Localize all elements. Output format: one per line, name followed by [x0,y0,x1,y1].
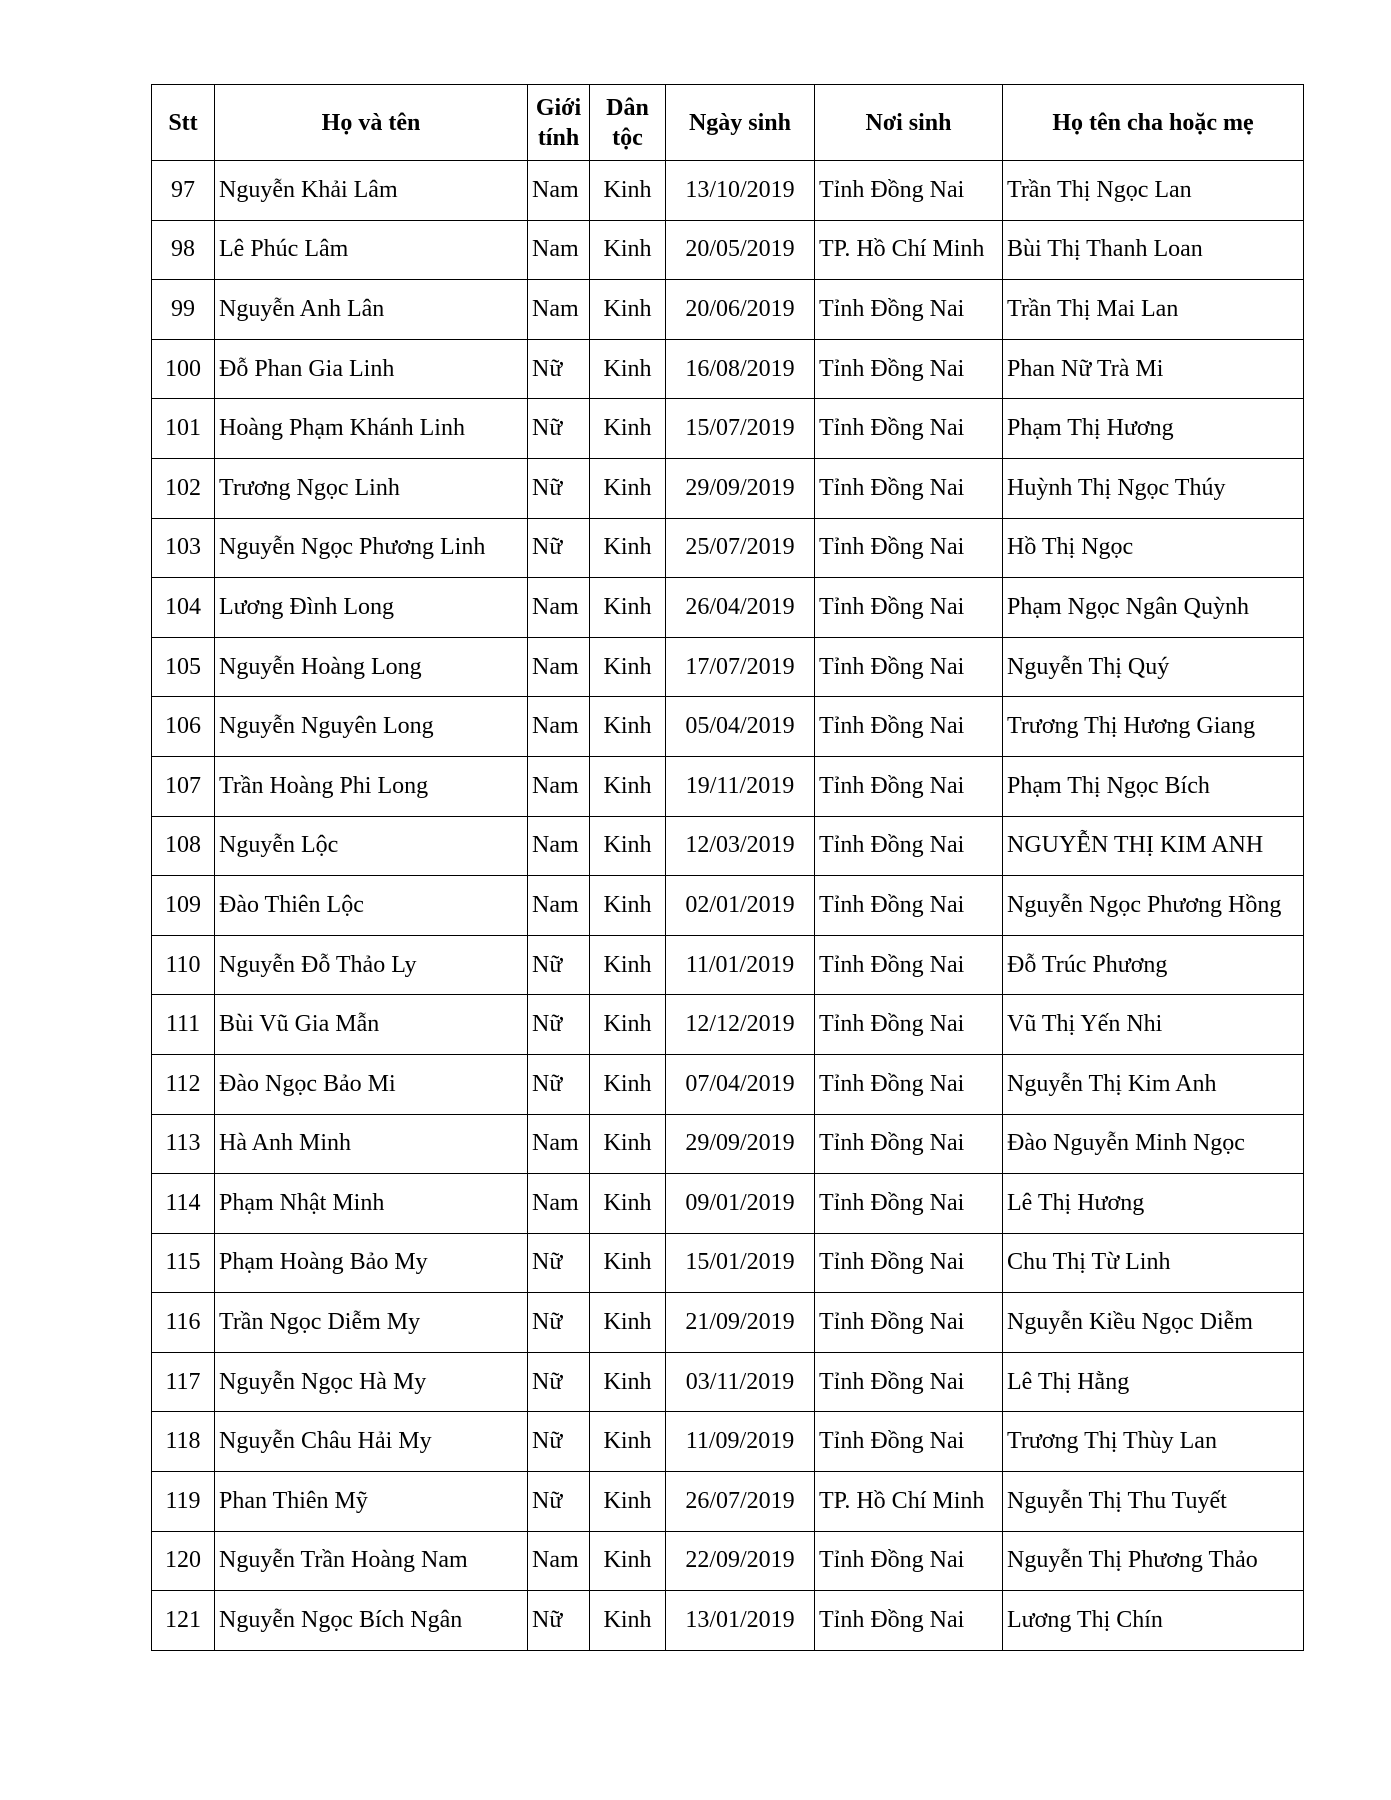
stt-cell: 100 [152,339,215,399]
stt-cell: 99 [152,280,215,340]
parent-cell: Phạm Ngọc Ngân Quỳnh [1003,578,1304,638]
table-row [152,1114,1304,1174]
ethnicity-cell: Kinh [590,697,666,757]
stt-cell: 121 [152,1591,215,1651]
birthplace-cell: Tỉnh Đồng Nai [815,1174,1003,1234]
dob-cell: 03/11/2019 [666,1352,815,1412]
header-parent: Họ tên cha hoặc mẹ [1003,85,1304,161]
gender-cell: Nữ [528,1352,590,1412]
gender-cell: Nữ [528,1472,590,1532]
ethnicity-cell: Kinh [590,1531,666,1591]
stt-cell: 112 [152,1054,215,1114]
stt-cell: 117 [152,1352,215,1412]
table-row [152,220,1304,280]
dob-cell: 12/03/2019 [666,816,815,876]
name-cell: Phạm Nhật Minh [215,1174,528,1234]
name-cell: Phan Thiên Mỹ [215,1472,528,1532]
table-row [152,518,1304,578]
header-ethnicity-line2: tộc [612,124,643,151]
parent-cell: Vũ Thị Yến Nhi [1003,995,1304,1055]
name-cell: Nguyễn Châu Hải My [215,1412,528,1472]
stt-cell: 97 [152,161,215,221]
stt-cell: 109 [152,876,215,936]
name-cell: Đào Ngọc Bảo Mi [215,1054,528,1114]
header-ethnicity-line1: Dân [606,94,649,121]
gender-cell: Nữ [528,935,590,995]
stt-cell: 114 [152,1174,215,1234]
table-row [152,1174,1304,1234]
birthplace-cell: Tỉnh Đồng Nai [815,1054,1003,1114]
ethnicity-cell: Kinh [590,1412,666,1472]
parent-cell: Trần Thị Mai Lan [1003,280,1304,340]
dob-cell: 21/09/2019 [666,1293,815,1353]
ethnicity-cell: Kinh [590,1352,666,1412]
parent-cell: Trần Thị Ngọc Lan [1003,161,1304,221]
ethnicity-cell: Kinh [590,816,666,876]
birthplace-cell: Tỉnh Đồng Nai [815,339,1003,399]
header-dob: Ngày sinh [666,85,815,161]
gender-cell: Nam [528,280,590,340]
name-cell: Nguyễn Ngọc Bích Ngân [215,1591,528,1651]
dob-cell: 12/12/2019 [666,995,815,1055]
table-row [152,578,1304,638]
dob-cell: 09/01/2019 [666,1174,815,1234]
birthplace-cell: Tỉnh Đồng Nai [815,1352,1003,1412]
parent-cell: Bùi Thị Thanh Loan [1003,220,1304,280]
stt-cell: 105 [152,637,215,697]
stt-cell: 111 [152,995,215,1055]
name-cell: Nguyễn Đỗ Thảo Ly [215,935,528,995]
gender-cell: Nam [528,697,590,757]
birthplace-cell: Tỉnh Đồng Nai [815,578,1003,638]
name-cell: Trương Ngọc Linh [215,458,528,518]
parent-cell: Nguyễn Thị Kim Anh [1003,1054,1304,1114]
table-row [152,1531,1304,1591]
name-cell: Đào Thiên Lộc [215,876,528,936]
dob-cell: 15/07/2019 [666,399,815,459]
table-row [152,1233,1304,1293]
parent-cell: NGUYỄN THỊ KIM ANH [1003,816,1304,876]
name-cell: Nguyễn Ngọc Hà My [215,1352,528,1412]
ethnicity-cell: Kinh [590,280,666,340]
stt-cell: 110 [152,935,215,995]
table-row [152,1293,1304,1353]
name-cell: Trần Ngọc Diễm My [215,1293,528,1353]
header-gender-line2: tính [537,124,580,151]
name-cell: Hà Anh Minh [215,1114,528,1174]
ethnicity-cell: Kinh [590,1472,666,1532]
name-cell: Nguyễn Trần Hoàng Nam [215,1531,528,1591]
dob-cell: 02/01/2019 [666,876,815,936]
gender-cell: Nam [528,220,590,280]
table-row [152,280,1304,340]
table-row [152,161,1304,221]
table-row [152,1412,1304,1472]
ethnicity-cell: Kinh [590,995,666,1055]
birthplace-cell: Tỉnh Đồng Nai [815,995,1003,1055]
name-cell: Phạm Hoàng Bảo My [215,1233,528,1293]
table-row [152,339,1304,399]
ethnicity-cell: Kinh [590,161,666,221]
dob-cell: 19/11/2019 [666,756,815,816]
ethnicity-cell: Kinh [590,458,666,518]
table-row [152,637,1304,697]
dob-cell: 20/06/2019 [666,280,815,340]
dob-cell: 17/07/2019 [666,637,815,697]
birthplace-cell: Tỉnh Đồng Nai [815,697,1003,757]
stt-cell: 115 [152,1233,215,1293]
dob-cell: 05/04/2019 [666,697,815,757]
parent-cell: Lê Thị Hương [1003,1174,1304,1234]
birthplace-cell: Tỉnh Đồng Nai [815,161,1003,221]
parent-cell: Nguyễn Ngọc Phương Hồng [1003,876,1304,936]
ethnicity-cell: Kinh [590,339,666,399]
birthplace-cell: Tỉnh Đồng Nai [815,816,1003,876]
parent-cell: Hồ Thị Ngọc [1003,518,1304,578]
stt-cell: 120 [152,1531,215,1591]
table-row [152,697,1304,757]
name-cell: Nguyễn Ngọc Phương Linh [215,518,528,578]
parent-cell: Nguyễn Thị Phương Thảo [1003,1531,1304,1591]
header-row [152,85,1304,161]
stt-cell: 118 [152,1412,215,1472]
stt-cell: 104 [152,578,215,638]
birthplace-cell: Tỉnh Đồng Nai [815,280,1003,340]
header-name: Họ và tên [215,85,528,161]
birthplace-cell: Tỉnh Đồng Nai [815,935,1003,995]
gender-cell: Nữ [528,399,590,459]
ethnicity-cell: Kinh [590,637,666,697]
birthplace-cell: Tỉnh Đồng Nai [815,756,1003,816]
name-cell: Lê Phúc Lâm [215,220,528,280]
stt-cell: 106 [152,697,215,757]
table-body [152,161,1304,1651]
dob-cell: 11/09/2019 [666,1412,815,1472]
ethnicity-cell: Kinh [590,518,666,578]
stt-cell: 113 [152,1114,215,1174]
birthplace-cell: TP. Hồ Chí Minh [815,220,1003,280]
table-row [152,1054,1304,1114]
birthplace-cell: Tỉnh Đồng Nai [815,1531,1003,1591]
name-cell: Hoàng Phạm Khánh Linh [215,399,528,459]
birthplace-cell: TP. Hồ Chí Minh [815,1472,1003,1532]
birthplace-cell: Tỉnh Đồng Nai [815,1233,1003,1293]
gender-cell: Nữ [528,458,590,518]
dob-cell: 20/05/2019 [666,220,815,280]
gender-cell: Nam [528,876,590,936]
stt-cell: 107 [152,756,215,816]
header-birthplace: Nơi sinh [815,85,1003,161]
ethnicity-cell: Kinh [590,1054,666,1114]
dob-cell: 22/09/2019 [666,1531,815,1591]
ethnicity-cell: Kinh [590,1233,666,1293]
table-row [152,935,1304,995]
parent-cell: Đào Nguyễn Minh Ngọc [1003,1114,1304,1174]
dob-cell: 29/09/2019 [666,1114,815,1174]
ethnicity-cell: Kinh [590,876,666,936]
dob-cell: 13/01/2019 [666,1591,815,1651]
name-cell: Nguyễn Lộc [215,816,528,876]
parent-cell: Chu Thị Từ Linh [1003,1233,1304,1293]
parent-cell: Phan Nữ Trà Mi [1003,339,1304,399]
name-cell: Nguyễn Khải Lâm [215,161,528,221]
dob-cell: 15/01/2019 [666,1233,815,1293]
dob-cell: 07/04/2019 [666,1054,815,1114]
parent-cell: Trương Thị Hương Giang [1003,697,1304,757]
birthplace-cell: Tỉnh Đồng Nai [815,1114,1003,1174]
gender-cell: Nữ [528,339,590,399]
stt-cell: 101 [152,399,215,459]
ethnicity-cell: Kinh [590,1591,666,1651]
birthplace-cell: Tỉnh Đồng Nai [815,876,1003,936]
parent-cell: Phạm Thị Hương [1003,399,1304,459]
birthplace-cell: Tỉnh Đồng Nai [815,518,1003,578]
table-row [152,816,1304,876]
stt-cell: 116 [152,1293,215,1353]
ethnicity-cell: Kinh [590,756,666,816]
table-row [152,1352,1304,1412]
table-row [152,458,1304,518]
ethnicity-cell: Kinh [590,1174,666,1234]
gender-cell: Nam [528,578,590,638]
student-table [151,84,1304,1651]
stt-cell: 98 [152,220,215,280]
header-stt: Stt [152,85,215,161]
table-row [152,1472,1304,1532]
parent-cell: Đỗ Trúc Phương [1003,935,1304,995]
name-cell: Nguyễn Nguyên Long [215,697,528,757]
header-ethnicity [590,85,666,161]
birthplace-cell: Tỉnh Đồng Nai [815,637,1003,697]
dob-cell: 16/08/2019 [666,339,815,399]
stt-cell: 119 [152,1472,215,1532]
table-row [152,1591,1304,1651]
table-row [152,995,1304,1055]
dob-cell: 26/04/2019 [666,578,815,638]
ethnicity-cell: Kinh [590,578,666,638]
dob-cell: 25/07/2019 [666,518,815,578]
gender-cell: Nữ [528,1054,590,1114]
birthplace-cell: Tỉnh Đồng Nai [815,399,1003,459]
name-cell: Nguyễn Anh Lân [215,280,528,340]
name-cell: Đỗ Phan Gia Linh [215,339,528,399]
gender-cell: Nữ [528,995,590,1055]
name-cell: Trần Hoàng Phi Long [215,756,528,816]
ethnicity-cell: Kinh [590,399,666,459]
gender-cell: Nam [528,1174,590,1234]
gender-cell: Nam [528,1114,590,1174]
parent-cell: Nguyễn Thị Quý [1003,637,1304,697]
table-row [152,756,1304,816]
gender-cell: Nam [528,816,590,876]
dob-cell: 26/07/2019 [666,1472,815,1532]
parent-cell: Phạm Thị Ngọc Bích [1003,756,1304,816]
table-row [152,876,1304,936]
name-cell: Lương Đình Long [215,578,528,638]
gender-cell: Nam [528,756,590,816]
birthplace-cell: Tỉnh Đồng Nai [815,1591,1003,1651]
birthplace-cell: Tỉnh Đồng Nai [815,458,1003,518]
gender-cell: Nữ [528,518,590,578]
gender-cell: Nam [528,637,590,697]
stt-cell: 103 [152,518,215,578]
gender-cell: Nữ [528,1233,590,1293]
stt-cell: 102 [152,458,215,518]
parent-cell: Lương Thị Chín [1003,1591,1304,1651]
gender-cell: Nữ [528,1293,590,1353]
parent-cell: Lê Thị Hằng [1003,1352,1304,1412]
dob-cell: 11/01/2019 [666,935,815,995]
dob-cell: 29/09/2019 [666,458,815,518]
name-cell: Nguyễn Hoàng Long [215,637,528,697]
header-gender [528,85,590,161]
gender-cell: Nữ [528,1412,590,1472]
dob-cell: 13/10/2019 [666,161,815,221]
ethnicity-cell: Kinh [590,935,666,995]
table-header [152,85,1304,161]
birthplace-cell: Tỉnh Đồng Nai [815,1412,1003,1472]
gender-cell: Nữ [528,1591,590,1651]
header-gender-line1: Giới [535,94,582,121]
birthplace-cell: Tỉnh Đồng Nai [815,1293,1003,1353]
parent-cell: Huỳnh Thị Ngọc Thúy [1003,458,1304,518]
name-cell: Bùi Vũ Gia Mẫn [215,995,528,1055]
ethnicity-cell: Kinh [590,220,666,280]
table-row [152,399,1304,459]
ethnicity-cell: Kinh [590,1114,666,1174]
parent-cell: Nguyễn Kiều Ngọc Diễm [1003,1293,1304,1353]
ethnicity-cell: Kinh [590,1293,666,1353]
gender-cell: Nam [528,1531,590,1591]
parent-cell: Trương Thị Thùy Lan [1003,1412,1304,1472]
parent-cell: Nguyễn Thị Thu Tuyết [1003,1472,1304,1532]
stt-cell: 108 [152,816,215,876]
gender-cell: Nam [528,161,590,221]
